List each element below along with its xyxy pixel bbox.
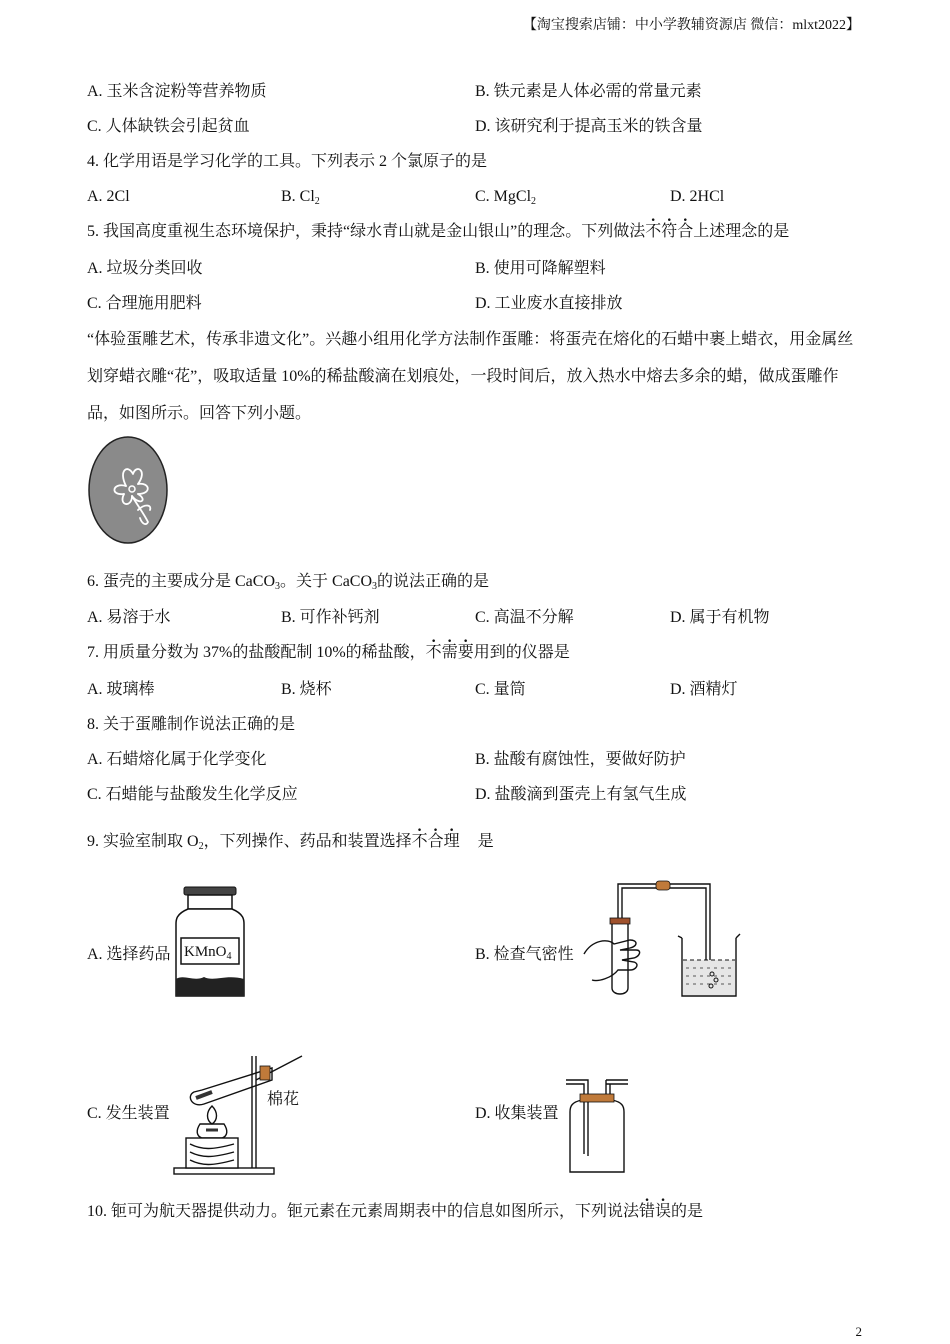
q3-option-b: B. 铁元素是人体必需的常量元素 <box>475 83 702 100</box>
gas-generation-apparatus-image <box>172 1050 312 1178</box>
q7-option-a: A. 玻璃棒 <box>87 681 155 698</box>
q6-stem: 6. 蛋壳的主要成分是 CaCO$_3$。关于 CaCO$_3$的说法正确的是 <box>87 573 490 592</box>
egg-carving-image <box>88 436 170 544</box>
q8-stem: 8. 关于蛋雕制作说法正确的是 <box>87 716 296 733</box>
airtightness-check-image <box>578 878 742 1002</box>
kmno4-label: KMnO$_4$ <box>184 944 232 962</box>
q4-stem: 4. 化学用语是学习化学的工具。下列表示 2 个氯原子的是 <box>87 153 488 170</box>
q9-option-d: D. 收集装置 <box>475 1105 559 1122</box>
q3-option-c: C. 人体缺铁会引起贫血 <box>87 118 250 135</box>
q4-option-d: D. 2HCl <box>670 188 725 205</box>
q9-stem: 9. 实验室制取 $O_2$，下列操作、药品和装置选择不合理 是 <box>87 833 494 852</box>
q4-option-c: C. MgCl$_2$ <box>475 188 537 207</box>
q10-stem: 10. 钷可为航天器提供动力。钷元素在元素周期表中的信息如图所示，下列说法错误的是 <box>87 1203 704 1220</box>
q3-option-d: D. 该研究利于提高玉米的铁含量 <box>475 118 703 135</box>
reagent-bottle-image <box>174 884 246 1002</box>
q6-option-d: D. 属于有机物 <box>670 609 770 626</box>
q3-option-a: A. 玉米含淀粉等营养物质 <box>87 83 267 100</box>
q5-option-a: A. 垃圾分类回收 <box>87 260 203 277</box>
q6-option-b: B. 可作补钙剂 <box>281 609 380 626</box>
q4-option-a: A. 2Cl <box>87 188 130 205</box>
q9-option-c: C. 发生装置 <box>87 1105 170 1122</box>
q5-option-d: D. 工业废水直接排放 <box>475 295 623 312</box>
q6-option-c: C. 高温不分解 <box>475 609 574 626</box>
q5-option-c: C. 合理施用肥料 <box>87 295 202 312</box>
q8-option-c: C. 石蜡能与盐酸发生化学反应 <box>87 786 298 803</box>
q9-option-a: A. 选择药品 <box>87 946 171 963</box>
cotton-label: 棉花 <box>267 1091 300 1108</box>
q5-stem: 5. 我国高度重视生态环境保护，秉持“绿水青山就是金山银山”的理念。下列做法不符合上述理念的是 <box>87 223 790 240</box>
q7-option-b: B. 烧杯 <box>281 681 332 698</box>
q9-option-b: B. 检查气密性 <box>475 946 574 963</box>
q5-option-b: B. 使用可降解塑料 <box>475 260 606 277</box>
q8-option-b: B. 盐酸有腐蚀性，要做好防护 <box>475 751 686 768</box>
q6-option-a: A. 易溶于水 <box>87 609 171 626</box>
page-header: 【淘宝搜索店铺：中小学教辅资源店 微信：mlxt2022】 <box>522 18 860 33</box>
q4-option-b: B. $Cl_2$ <box>281 188 320 207</box>
q7-option-c: C. 量筒 <box>475 681 526 698</box>
q8-option-d: D. 盐酸滴到蛋壳上有氢气生成 <box>475 786 687 803</box>
q7-option-d: D. 酒精灯 <box>670 681 738 698</box>
q8-option-a: A. 石蜡熔化属于化学变化 <box>87 751 267 768</box>
egg-carving-passage: “体验蛋雕艺术，传承非遗文化”。兴趣小组用化学方法制作蛋雕：将蛋壳在熔化的石蜡中裹上蜡衣，用金属丝划穿蜡衣雕“花”，吸取适量 10%的稀盐酸滴在划痕处，一段时间后，放入热水中熔去多余的蜡，做成蛋雕作品，如图所示。回答下列小题。 <box>87 331 854 422</box>
page-number: 2 <box>855 1324 862 1339</box>
q7-stem: 7. 用质量分数为 37%的盐酸配制 10%的稀盐酸，不需要用到的仪器是 <box>87 644 570 661</box>
gas-collection-bottle-image <box>562 1076 632 1178</box>
